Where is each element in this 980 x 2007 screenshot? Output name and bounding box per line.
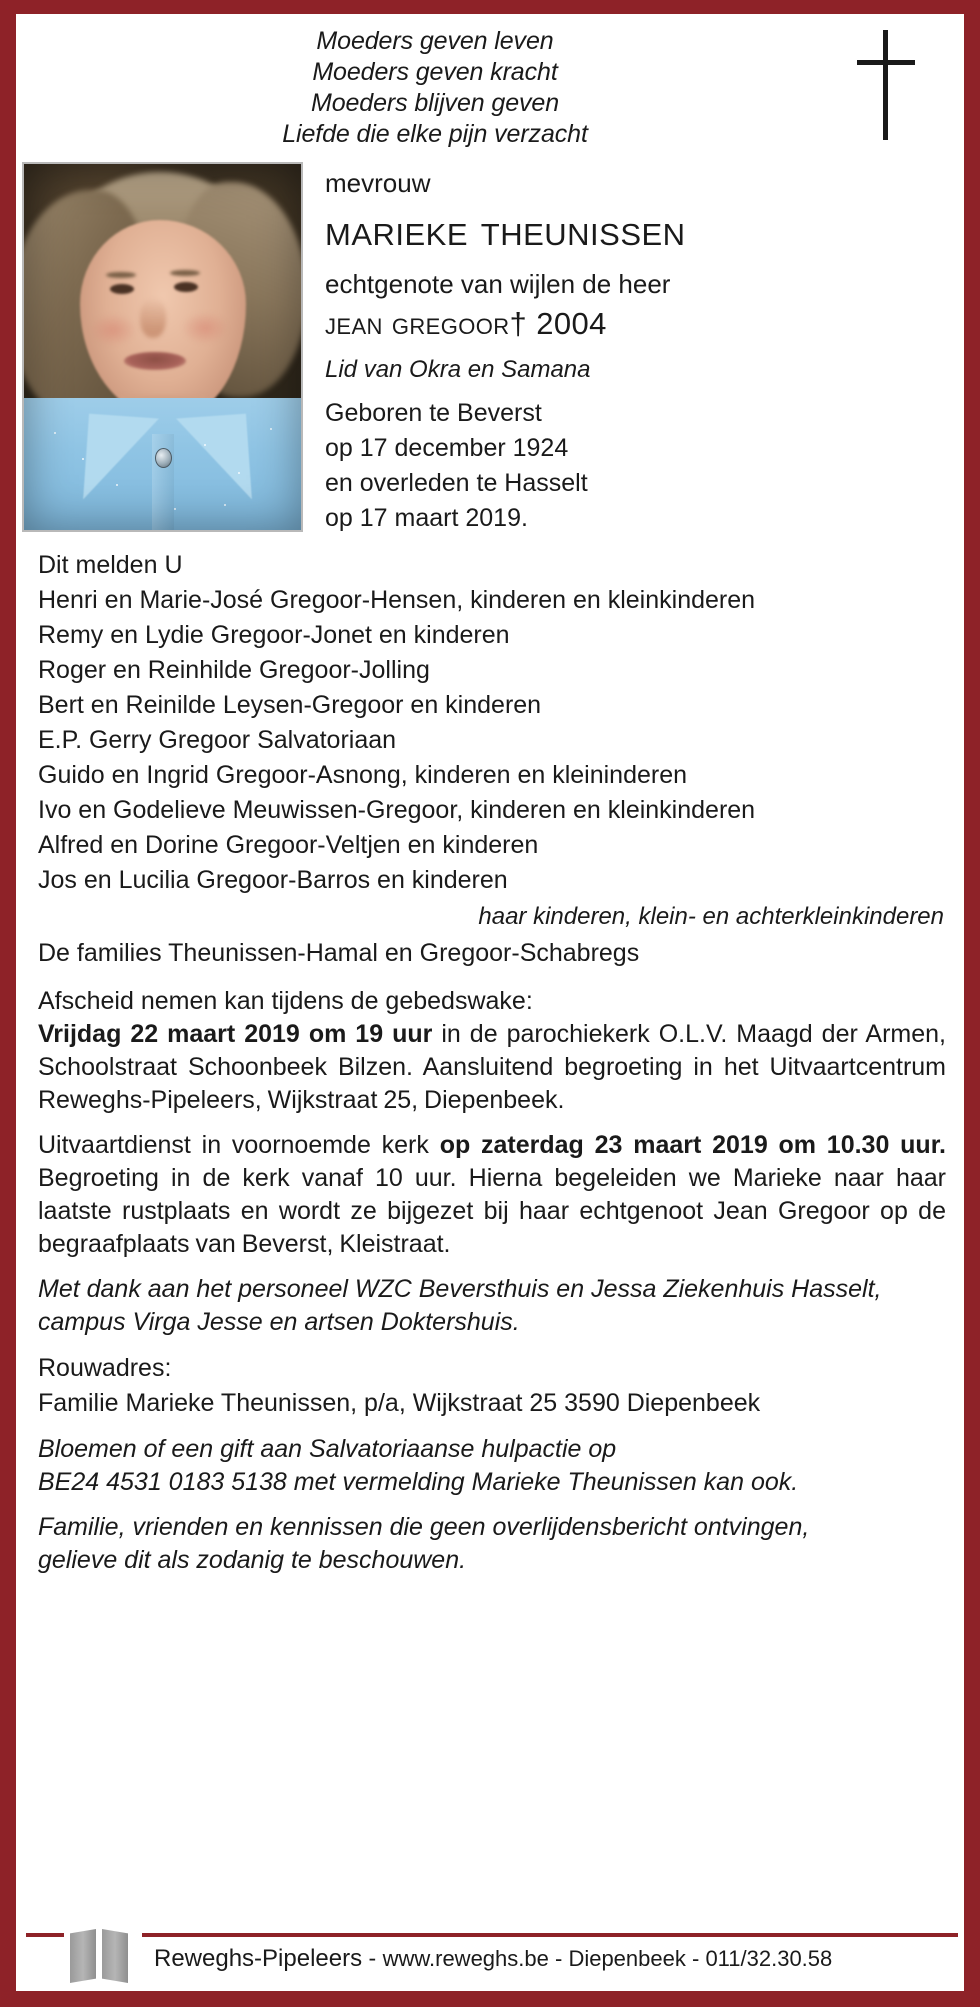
latin-cross-icon — [854, 30, 918, 140]
wake-lead: Afscheid nemen kan tijdens de gebedswake: — [38, 987, 533, 1015]
portrait-sparkle — [224, 504, 226, 506]
mourning-address-line: Familie Marieke Theunissen, p/a, Wijkstraat 25 3590 Diepenbeek — [38, 1389, 761, 1417]
donation-line-2: BE24 4531 0183 5138 met vermelding Marieke Theunissen kan ook. — [38, 1468, 799, 1496]
logo-pillar-left — [70, 1929, 96, 1983]
wake-details — [38, 1018, 946, 1117]
birth-place: Geboren te Beverst — [325, 399, 542, 427]
family-line: Roger en Reinhilde Gregoor-Jolling — [38, 656, 430, 684]
family-line: E.P. Gerry Gregoor Salvatoriaan — [38, 726, 397, 754]
portrait-sparkle — [116, 484, 118, 486]
portrait-mouth — [124, 352, 186, 370]
footer-sep-3: - — [685, 1946, 706, 1971]
family-line: Bert en Reinilde Leysen-Gregoor en kinderen — [38, 691, 542, 719]
portrait-brow-right — [170, 270, 200, 276]
death-place: en overleden te Hasselt — [325, 469, 588, 497]
footer-phone: 011/32.30.58 — [705, 1946, 833, 1971]
family-line: Henri en Marie-José Gregoor-Hensen, kinderen en kleinkinderen — [38, 586, 756, 614]
footer-company: Reweghs-Pipeleers — [154, 1945, 363, 1972]
portrait-sparkle — [174, 508, 176, 510]
announcement-intro: Dit melden U — [38, 551, 183, 579]
footer-divider — [26, 1933, 958, 1937]
cross-horizontal-bar — [857, 60, 915, 65]
body-text — [16, 548, 964, 1577]
wake-datetime: Vrijdag 22 maart 2019 om 19 uur — [38, 1020, 433, 1048]
cross-vertical-bar — [883, 30, 888, 140]
footer-text — [154, 1943, 832, 1974]
poem-line-2: Moeders geven kracht — [312, 58, 558, 86]
portrait-sparkle — [204, 444, 206, 446]
family-line: Ivo en Godelieve Meuwissen-Gregoor, kinderen en kleinkinderen — [38, 796, 756, 824]
service-details — [38, 1129, 946, 1261]
family-line: Alfred en Dorine Gregoor-Veltjen en kinderen — [38, 831, 539, 859]
family-list — [38, 583, 946, 898]
family-line: Guido en Ingrid Gregoor-Asnong, kinderen en kleininderen — [38, 761, 688, 789]
spouse-death-year: † 2004 — [509, 306, 607, 341]
portrait-nose — [140, 298, 166, 338]
portrait-blouse-button — [155, 448, 172, 468]
poem-block — [16, 14, 964, 150]
family-line: Jos en Lucilia Gregoor-Barros en kinderen — [38, 866, 508, 894]
birth-date: op 17 december 1924 — [325, 434, 569, 462]
descendants-line: haar kinderen, klein- en achterkleinkinderen — [478, 903, 944, 930]
portrait-collar-right — [176, 414, 252, 505]
portrait-cheek-right — [182, 312, 228, 344]
donation-note — [38, 1433, 946, 1499]
thanks-note: Met dank aan het personeel WZC Beversthuis en Jessa Ziekenhuis Hasselt, campus Virga Jesse en artsen Doktershuis. — [38, 1275, 882, 1336]
membership-line: Lid van Okra en Samana — [325, 356, 591, 383]
identity-block — [16, 162, 964, 536]
funeral-home-pillars-logo-icon — [68, 1927, 138, 1985]
portrait-sparkle — [238, 472, 240, 474]
portrait-eye-right — [174, 282, 198, 292]
family-line: Remy en Lydie Gregoor-Jonet en kinderen — [38, 621, 510, 649]
footer-sep-2: - — [548, 1946, 569, 1971]
portrait-photo — [22, 162, 303, 532]
spouse-lead-text: echtgenote van wijlen de heer — [325, 269, 671, 299]
notice-line-2: gelieve dit als zodanig te beschouwen. — [38, 1546, 467, 1574]
service-rest: Begroeting in de kerk vanaf 10 uur. Hierna begeleiden we Marieke naar haar laatste rustplaats en wordt ze bijgezet bij haar echtgenoot Jean Gregoor op de begraafplaats van Beverst, Kleistraat. — [38, 1164, 946, 1258]
related-families-line: De families Theunissen-Hamal en Gregoor-Schabregs — [38, 939, 640, 967]
memorial-card-inner — [16, 14, 964, 1991]
spouse-name-line — [325, 302, 964, 346]
spouse-name: jean gregoor — [325, 306, 510, 341]
service-datetime: op zaterdag 23 maart 2019 om 10.30 uur. — [439, 1131, 946, 1159]
birth-death-block — [325, 396, 964, 536]
portrait-cheek-left — [90, 314, 136, 346]
mourning-address-block — [38, 1351, 946, 1421]
poem-line-3: Moeders blijven geven — [310, 89, 560, 117]
mourning-address-label: Rouwadres: — [38, 1354, 172, 1382]
identity-text — [303, 162, 964, 536]
general-notice — [38, 1511, 946, 1577]
death-date: op 17 maart 2019. — [325, 504, 528, 532]
poem-line-1: Moeders geven leven — [316, 27, 554, 55]
portrait-collar-left — [83, 414, 159, 505]
notice-line-1: Familie, vrienden en kennissen die geen overlijdensbericht ontvingen, — [38, 1513, 810, 1541]
deceased-name: marieke theunissen — [325, 206, 686, 255]
honorific: mevrouw — [325, 168, 431, 198]
logo-pillar-right — [102, 1929, 128, 1983]
portrait-brow-left — [106, 272, 136, 278]
portrait-eye-left — [110, 284, 134, 294]
service-lead: Uitvaartdienst in voornoemde kerk — [38, 1131, 440, 1159]
wake-location: in de parochiekerk O.L.V. Maagd der Armen, Schoolstraat Schoonbeek Bilzen. Aansluitend begroeting in het Uitvaartcentrum Reweghs-Pipeleers, Wijkstraat 25, Diepenbeek. — [38, 1020, 946, 1114]
donation-line-1: Bloemen of een gift aan Salvatoriaanse hulpactie op — [38, 1435, 617, 1463]
portrait-sparkle — [54, 432, 56, 434]
poem-line-4: Liefde die elke pijn verzacht — [282, 120, 588, 148]
footer — [16, 1927, 964, 1991]
portrait-sparkle — [82, 458, 84, 460]
footer-city: Diepenbeek — [568, 1946, 686, 1971]
portrait-sparkle — [270, 428, 272, 430]
footer-sep-1: - — [362, 1945, 383, 1971]
footer-website[interactable]: www.reweghs.be — [382, 1946, 549, 1971]
